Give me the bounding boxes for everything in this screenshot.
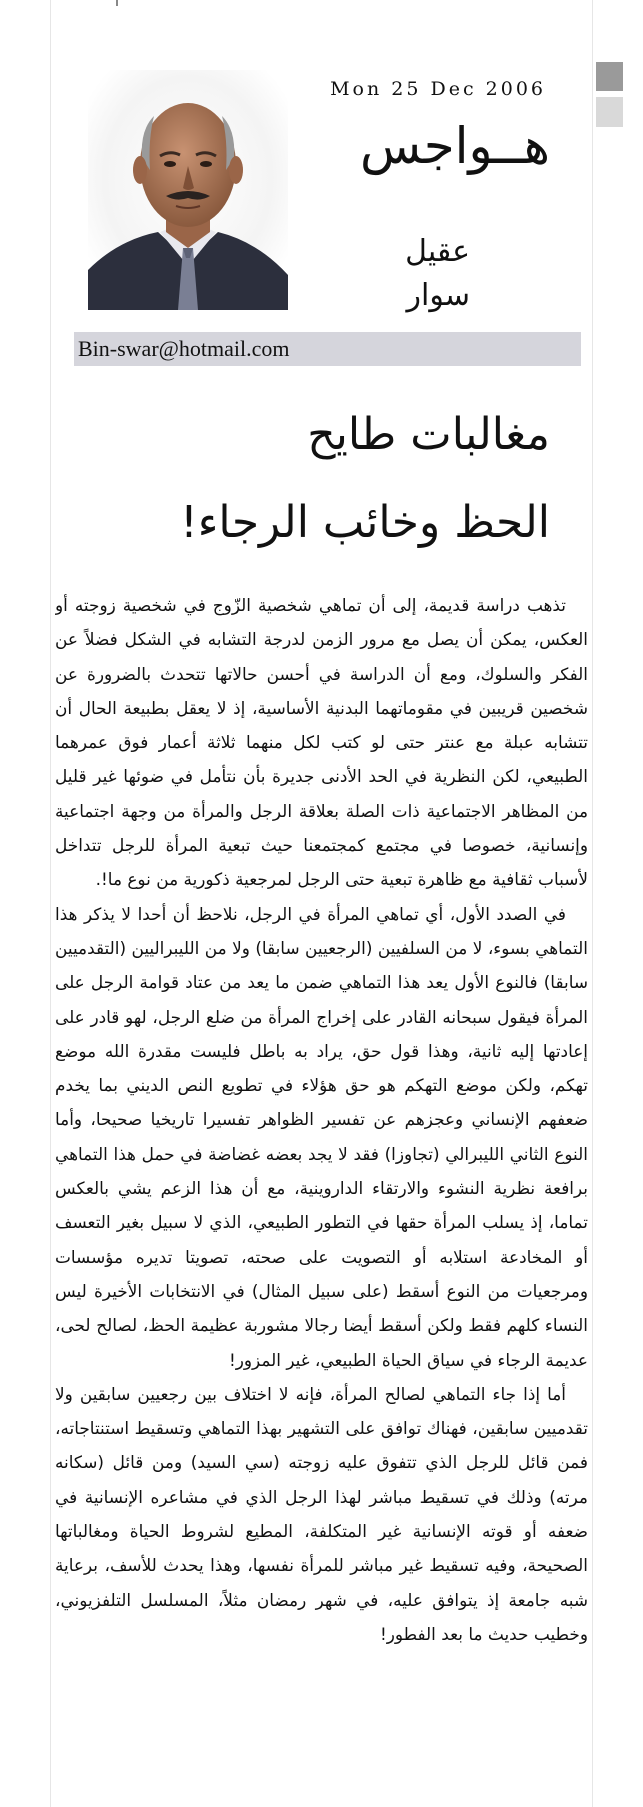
column-title: هــواجس <box>359 117 550 175</box>
author-email-link[interactable]: Bin-swar@hotmail.com <box>78 336 290 361</box>
author-photo <box>88 70 288 310</box>
scroll-thumb[interactable] <box>596 97 623 127</box>
article-paragraph: تذهب دراسة قديمة، إلى أن تماهي شخصية الزّوج في شخصية زوجته أو العكس، يمكن أن يصل مع مرور الزمن لدرجة التشابه في الشكل فضلاً عن الفكر والسلوك، ومع أن الدراسة في أحسن حالاتها تتحدث بالضرورة عن شخصين قريبين في مقوماتهما البدنية الأساسية، إذ لا يعقل بطبيعة الحال أن تتشابه عبلة مع عنتر حتى لو كتب لكل منهما ثلاثة أعمار فوق عمرهما الطبيعي، لكن النظرية في الحد الأدنى جديرة بأن نتأمل في ضوئها غير قليل من المظاهر الاجتماعية ذات الصلة بعلاقة الرجل والمرأة من وجهة اجتماعية وإنسانية، خصوصا في مجتمع كمجتمعنا حيث تبعية المرأة للرجل تتداخل لأسباب ثقافية مع ظاهرة تبعية حتى الرجل لمرجعية ذكورية من نوع ما!. <box>55 595 588 890</box>
author-name: عقيل سوار <box>405 234 470 313</box>
headline-line-2: الحظ وخائب الرجاء! <box>180 497 550 548</box>
author-portrait-icon <box>88 70 288 310</box>
right-margin-rule <box>592 0 593 1807</box>
issue-date: Mon 25 Dec 2006 <box>330 78 546 100</box>
article-paragraph: في الصدد الأول، أي تماهي المرأة في الرجل، نلاحظ أن أحدا لا يذكر هذا التماهي بسوء، لا من السلفيين (الرجعيين سابقا) ولا من الليبراليين (التقدميين سابقا) فالنوع الأول يعد هذا التماهي ضمن ما يعد من عتاد قوامة الرجل على المرأة فيقول سبحانه القادر على إخراج المرأة من ضلع الرجل، لهو قادر على إعادتها إليه ثانية، وهذا قول حق، يراد به باطل فليست مقدرة الله موضع تهكم، ولكن موضع التهكم هو حق هؤلاء في تطويع النص الديني بما يخدم ضعفهم الإنساني وعجزهم عن تفسير الظواهر تفسيرا تاريخيا صحيحا، وأما النوع الثاني الليبرالي (تجاوزا) فقد لا يجد بعضه غضاضة في حمل هذا التماهي برافعة نظرية النشوء والارتقاء الداروينية، مع أن هذا الزعم يشي بالعكس تماما، إذ يسلب المرأة حقها في التطور الطبيعي، الذي لا سبيل بغير التعسف أو المخادعة استلابه أو التصويت على صحته، تصويتا تديره مؤسسات ومرجعيات من النوع أسقط (على سبيل المثال) في الانتخابات الأخيرة ليس النساء كلهم فقط ولكن أسقط أيضا رجالا مشوربة عظيمة الحظ، لصالح لحى، عديمة الرجاء في سياق الحياة الطبيعي، غير المزور! <box>55 903 588 1370</box>
email-bar <box>74 332 581 366</box>
article-body <box>55 588 588 1803</box>
top-rule <box>0 0 643 4</box>
headline-line-1: مغالبات طايح <box>307 409 550 460</box>
left-margin-rule <box>50 0 51 1807</box>
scroll-up-button[interactable] <box>596 62 623 91</box>
top-tick <box>116 0 118 6</box>
article-paragraph: أما إذا جاء التماهي لصالح المرأة، فإنه لا اختلاف بين رجعيين سابقين ولا تقدميين سابقين، فهناك توافق على التشهير بهذا التماهي وتسقيط استنتاجاته، فمن قائل للرجل الذي تتفوق عليه زوجته (سي السيد) ومن قائل (سكانه مرته) وذلك في تسقيط مباشر لهذا الرجل الذي في مشاعره الإنسانية في ضعفه أو قوته الإنسانية غير المتكلفة، المطيع لشروط الحياة ومغالباتها الصحيحة، وفيه تسقيط غير مباشر للمرأة نفسها، وهذا يحدث للأسف، برعاية شبه جامعة إذ يتوافق عليه، في شهر رمضان مثلاً، المسلسل التلفزيوني، وخطيب حديث ما بعد الفطور! <box>55 1383 588 1644</box>
